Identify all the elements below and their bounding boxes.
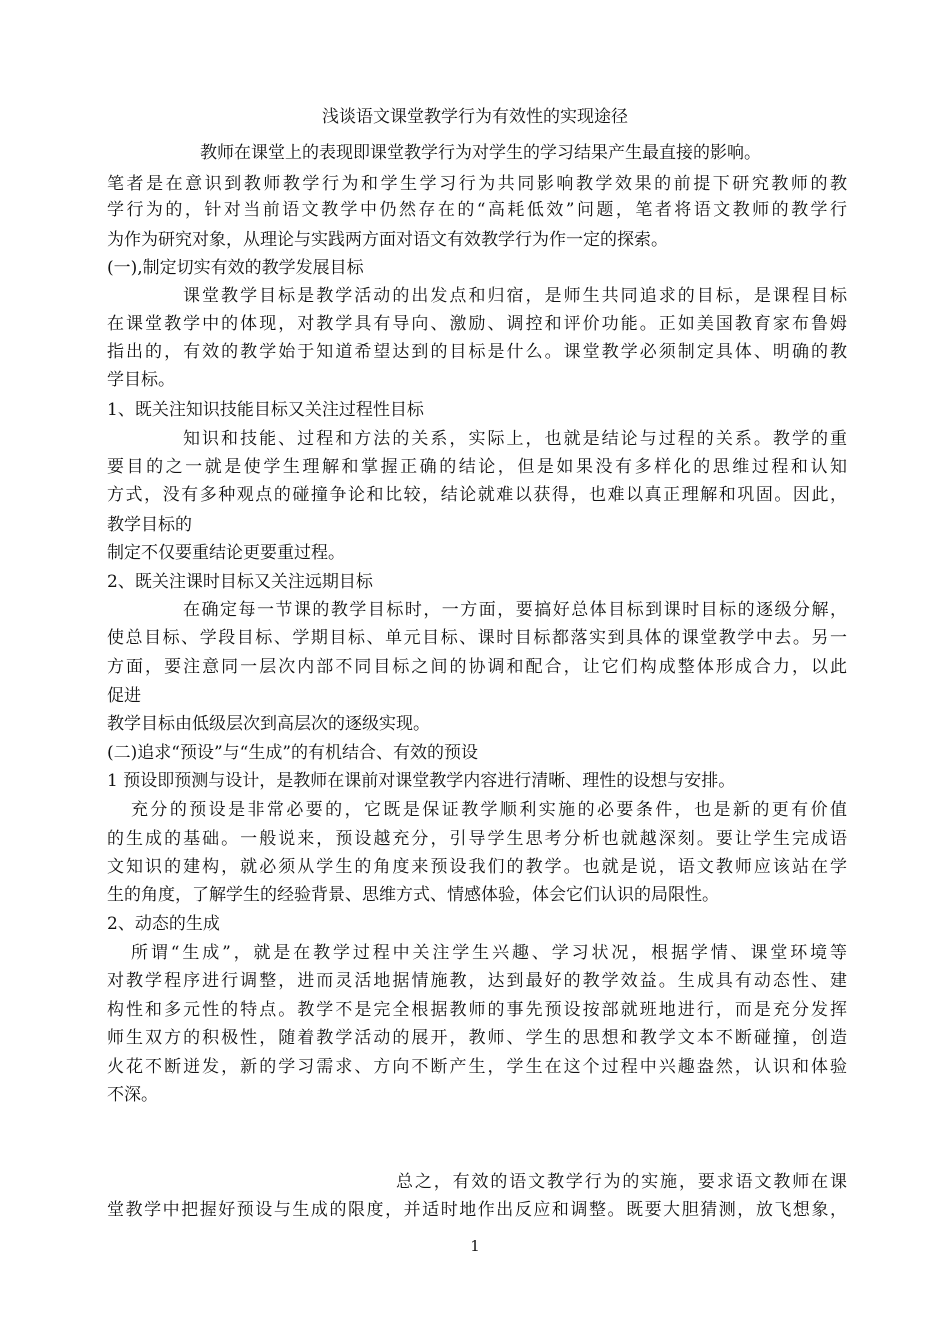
- paragraph-line: 要目的之一就是使学生理解和掌握正确的结论，但是如果没有多样化的思维过程和认知: [107, 457, 847, 477]
- paragraph-line: 所谓“生成”，就是在教学过程中关注学生兴趣、学习状况，根据学情、课堂环境等: [131, 943, 847, 963]
- paragraph-line: 师生双方的积极性，随着教学活动的展开，教师、学生的思想和教学文本不断碰撞，创造: [107, 1028, 847, 1048]
- paragraph-line: 为作为研究对象，从理论与实践两方面对语文有效教学行为作一定的探索。: [107, 230, 668, 250]
- paragraph-line: 方面，要注意同一层次内部不同目标之间的协调和配合，让它们构成整体形成合力，以此: [107, 657, 847, 677]
- page-number: 1: [470, 1237, 480, 1255]
- paragraph-line: 充分的预设是非常必要的，它既是保证教学顺利实施的必要条件，也是新的更有价值: [131, 800, 847, 820]
- paragraph-line: 生的角度，了解学生的经验背景、思维方式、情感体验，体会它们认识的局限性。: [107, 885, 719, 905]
- subsection-heading: 1、既关注知识技能目标又关注过程性目标: [107, 400, 424, 420]
- paragraph-line: 教学目标由低级层次到高层次的逐级实现。: [107, 714, 430, 734]
- paragraph-line: 教学目标的: [107, 515, 192, 535]
- paragraph-line: 教师在课堂上的表现即课堂教学行为对学生的学习结果产生最直接的影响。: [200, 143, 761, 163]
- subsection-heading: 2、既关注课时目标又关注远期目标: [107, 572, 373, 592]
- paragraph-line: 总之，有效的语文教学行为的实施，要求语文教师在课: [396, 1172, 847, 1192]
- paragraph-line: 指出的，有效的教学始于知道希望达到的目标是什么。课堂教学必须制定具体、明确的教: [107, 342, 847, 362]
- paragraph-line: 构性和多元性的特点。教学不是完全根据教师的事先预设按部就班地进行，而是充分发挥: [107, 1000, 847, 1020]
- paragraph-line: 文知识的建构，就必须从学生的角度来预设我们的教学。也就是说，语文教师应该站在学: [107, 857, 847, 877]
- paragraph-line: 笔者是在意识到教师教学行为和学生学习行为共同影响教学效果的前提下研究教师的教: [107, 174, 847, 194]
- paragraph-line: 堂教学中把握好预设与生成的限度，并适时地作出反应和调整。既要大胆猜测，放飞想象，: [107, 1200, 847, 1220]
- paragraph-line: 课堂教学目标是教学活动的出发点和归宿，是师生共同追求的目标，是课程目标: [183, 286, 847, 306]
- paragraph-line: 在确定每一节课的教学目标时，一方面，要搞好总体目标到课时目标的逐级分解，: [183, 600, 847, 620]
- paragraph-line: 的生成的基础。一般说来，预设越充分，引导学生思考分析也就越深刻。要让学生完成语: [107, 829, 847, 849]
- subsection-heading: 2、动态的生成: [107, 914, 220, 934]
- paragraph-line: 不深。: [107, 1085, 158, 1105]
- paragraph-line: 制定不仅要重结论更要重过程。: [107, 543, 345, 563]
- paragraph-line: 促进: [107, 686, 141, 706]
- paragraph-line: 知识和技能、过程和方法的关系，实际上，也就是结论与过程的关系。教学的重: [183, 429, 847, 449]
- paragraph-line: 使总目标、学段目标、学期目标、单元目标、课时目标都落实到具体的课堂教学中去。另一: [107, 628, 847, 648]
- paragraph-line: 学目标。: [107, 370, 175, 390]
- paragraph-line: 在课堂教学中的体现，对教学具有导向、激励、调控和评价功能。正如美国教育家布鲁姆: [107, 314, 847, 334]
- section-heading: (二)追求“预设”与“生成”的有机结合、有效的预设: [107, 743, 479, 763]
- section-heading: (一),制定切实有效的教学发展目标: [107, 258, 364, 278]
- paragraph-line: 方式，没有多种观点的碰撞争论和比较，结论就难以获得，也难以真正理解和巩固。因此，: [107, 485, 847, 505]
- document-title: 浅谈语文课堂教学行为有效性的实现途径: [322, 107, 628, 127]
- paragraph-line: 学行为的，针对当前语文教学中仍然存在的“高耗低效”问题，笔者将语文教师的教学行: [107, 200, 847, 220]
- paragraph-line: 火花不断迸发，新的学习需求、方向不断产生，学生在这个过程中兴趣盎然，认识和体验: [107, 1057, 847, 1077]
- paragraph-line: 1 预设即预测与设计，是教师在课前对课堂教学内容进行清晰、理性的设想与安排。: [107, 771, 736, 791]
- paragraph-line: 对教学程序进行调整，进而灵活地据情施教，达到最好的教学效益。生成具有动态性、建: [107, 971, 847, 991]
